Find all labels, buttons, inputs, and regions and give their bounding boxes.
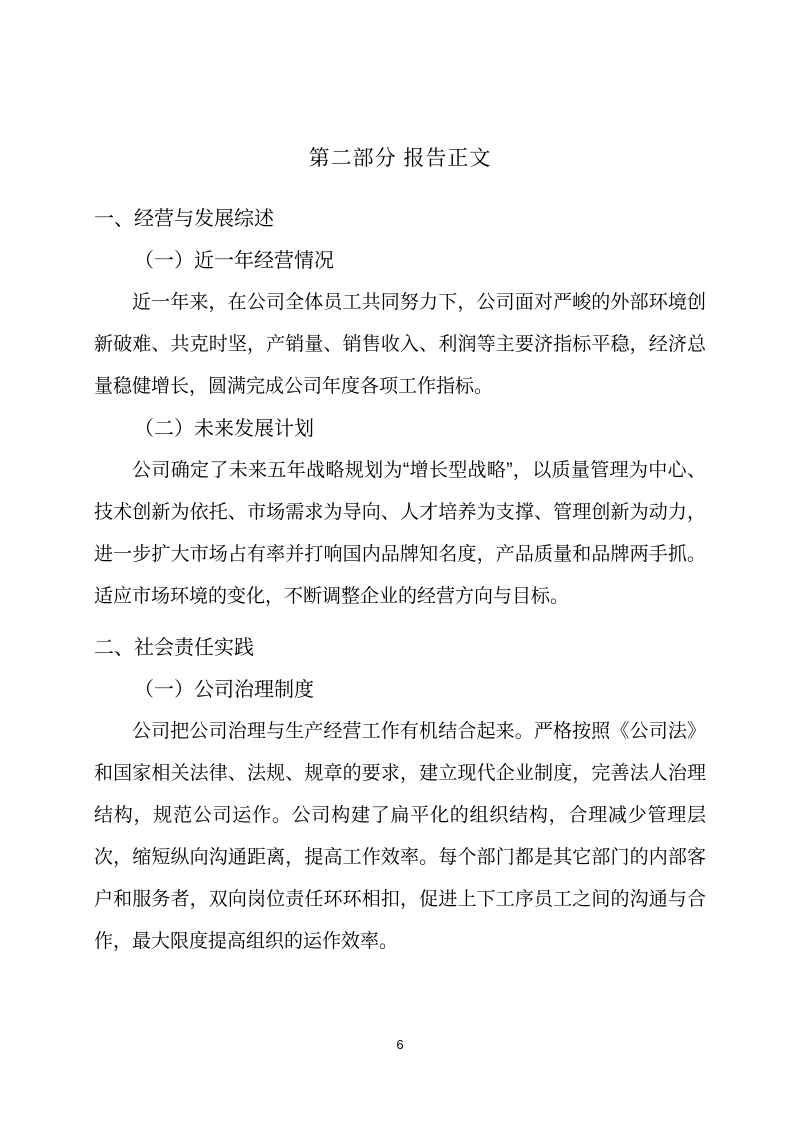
paragraph-recent-year-operations: 近一年来，在公司全体员工共同努力下，公司面对严峻的外部环境创新破难、共克时坚，产销量、销售收入、利润等主要济指标平稳，经济总量稳健增长，圆满完成公司年度各项工作指标。 bbox=[94, 292, 706, 397]
page-title: 第二部分 报告正文 bbox=[308, 147, 492, 170]
section-heading-social-responsibility: 二、社会责任实践 bbox=[94, 637, 254, 659]
section-heading-business-overview: 一、经营与发展综述 bbox=[94, 208, 274, 230]
page-number: 6 bbox=[396, 1037, 404, 1052]
subheading-recent-year-operations: （一）近一年经营情况 bbox=[134, 250, 334, 272]
subheading-future-development-plan: （二）未来发展计划 bbox=[134, 418, 314, 440]
paragraph-future-development-plan: 公司确定了未来五年战略规划为“增长型战略”，以质量管理为中心、技术创新为依托、市场需求为导向、人才培养为支撑、管理创新为动力，进一步扩大市场占有率并打响国内品牌知名度，产品质量和品牌两手抓。适应市场环境的变化，不断调整企业的经营方向与目标。 bbox=[94, 460, 706, 607]
subheading-corporate-governance: （一）公司治理制度 bbox=[134, 679, 314, 701]
paragraph-corporate-governance: 公司把公司治理与生产经营工作有机结合起来。严格按照《公司法》和国家相关法律、法规、规章的要求，建立现代企业制度，完善法人治理结构，规范公司运作。公司构建了扁平化的组织结构，合理减少管理层次，缩短纵向沟通距离，提高工作效率。每个部门都是其它部门的内部客户和服务者，双向岗位责任环环相扣，促进上下工序员工之间的沟通与合作，最大限度提高组织的运作效率。 bbox=[94, 721, 706, 952]
